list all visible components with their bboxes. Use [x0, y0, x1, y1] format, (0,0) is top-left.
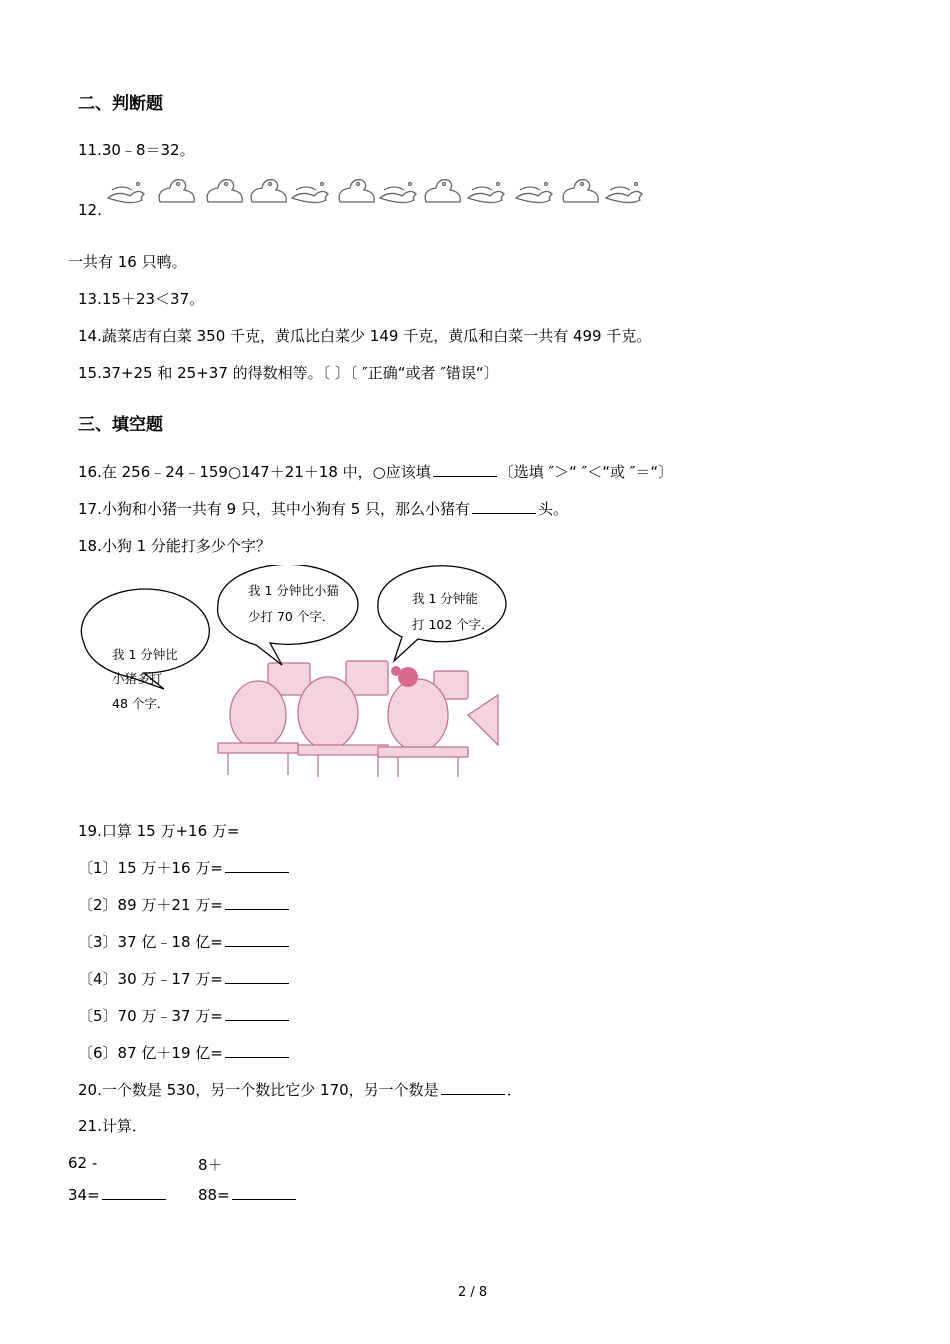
- bubble-left-line-2: 小猪多打: [112, 671, 163, 686]
- question-18: 18.小狗 1 分能打多少个字？: [78, 537, 271, 555]
- question-19-item: [78, 968, 291, 989]
- calc-2-expr: 88=: [198, 1186, 230, 1204]
- question-19-item: [78, 1042, 291, 1063]
- question-17-unit: 头。: [538, 500, 569, 518]
- bubble-right-line-1: 我 1 分钟能: [412, 591, 478, 606]
- ducks-illustration: [104, 170, 652, 210]
- page-number: 2 / 8: [458, 1285, 488, 1300]
- question-17: [78, 498, 568, 519]
- answer-blank[interactable]: [225, 969, 289, 984]
- answer-blank[interactable]: [102, 1185, 166, 1200]
- answer-blank[interactable]: [225, 895, 289, 910]
- question-14: 14.蔬菜店有白菜 350 千克，黄瓜比白菜少 149 千克，黄瓜和白菜一共有 499 千克。: [78, 327, 652, 345]
- duck-icon: [159, 180, 194, 202]
- question-19-item: [78, 894, 291, 915]
- item-text: 〔6〕87 亿＋19 亿=: [78, 1044, 223, 1062]
- question-12-text: 一共有 16 只鸭。: [68, 253, 187, 271]
- duck-icon: [339, 180, 374, 202]
- duck-icon: [606, 183, 642, 203]
- question-17-text: 17.小狗和小猪一共有 9 只，其中小狗有 5 只，那么小猪有: [78, 500, 471, 518]
- piglet-figure: [230, 681, 286, 749]
- section-2-title: 二、判断题: [78, 94, 163, 114]
- item-text: 〔2〕89 万＋21 万=: [78, 896, 223, 914]
- calc-1-line-2: [68, 1185, 168, 1204]
- duck-icon: [516, 183, 552, 203]
- question-19-item: [78, 857, 291, 878]
- question-11: 11.30﹣8＝32。: [78, 141, 195, 159]
- question-16-text: 16.在 256﹣24﹣159○147＋21＋18 中，○应该填: [78, 463, 431, 481]
- question-20-text: 20.一个数是 530，另一个数比它少 170，另一个数是: [78, 1081, 439, 1099]
- duck-icon: [563, 180, 598, 202]
- calc-1-line-1: 62 -: [68, 1154, 98, 1172]
- duck-icon: [468, 183, 504, 203]
- item-text: 〔3〕37 亿﹣18 亿=: [78, 933, 223, 951]
- question-15: 15.37+25 和 25+37 的得数相等。〔 〕〔 ″正确“或者 ″错误“〕: [78, 364, 499, 382]
- item-text: 〔5〕70 万﹣37 万=: [78, 1007, 223, 1025]
- question-19-item: [78, 931, 291, 952]
- desk: [298, 745, 388, 755]
- puppy-head: [398, 667, 418, 687]
- duck-icon: [292, 183, 328, 203]
- question-13: 13.15＋23＜37。: [78, 290, 205, 308]
- bubble-middle-line-1: 我 1 分钟比小猫: [248, 583, 339, 598]
- answer-blank[interactable]: [433, 462, 497, 477]
- item-text: 〔4〕30 万﹣17 万=: [78, 970, 223, 988]
- question-16-hint: 〔选填 ″＞“ ″＜“或 ″＝“〕: [498, 463, 674, 481]
- duck-icon: [425, 180, 460, 202]
- question-20-end: ．: [506, 1081, 522, 1099]
- desk: [218, 743, 298, 753]
- duck-icon: [251, 180, 286, 202]
- cat-figure: [298, 677, 358, 749]
- question-20: [78, 1079, 522, 1100]
- answer-blank[interactable]: [232, 1185, 296, 1200]
- answer-blank[interactable]: [225, 1043, 289, 1058]
- question-12-number: 12.: [78, 201, 102, 219]
- answer-blank[interactable]: [441, 1080, 505, 1095]
- calc-2-line-1: 8＋: [198, 1156, 223, 1174]
- calc-2-line-2: [198, 1185, 298, 1204]
- question-19: 19.口算 15 万+16 万=: [78, 822, 240, 840]
- duck-icon: [207, 180, 242, 202]
- answer-blank[interactable]: [225, 932, 289, 947]
- bubble-left-line-1: 我 1 分钟比: [112, 647, 178, 662]
- bubble-left-line-3: 48 个字．: [112, 696, 170, 711]
- desk: [378, 747, 468, 757]
- question-19-item: [78, 1005, 291, 1026]
- duck-icon: [380, 183, 416, 203]
- bubble-right-line-2: 打 102 个字．: [412, 617, 494, 632]
- question-21: 21.计算．: [78, 1117, 147, 1135]
- section-3-title: 三、填空题: [78, 415, 163, 435]
- duck-icon: [108, 183, 144, 203]
- background-shadow: [468, 695, 498, 745]
- answer-blank[interactable]: [472, 499, 536, 514]
- calc-1-expr: 34=: [68, 1186, 100, 1204]
- typing-animals-illustration: [78, 565, 508, 785]
- speech-bubble-right: [378, 566, 506, 661]
- puppy-figure: [388, 679, 448, 751]
- computer-icon: [346, 661, 388, 695]
- bubble-middle-line-2: 少打 70 个字．: [248, 609, 335, 624]
- item-text: 〔1〕15 万＋16 万=: [78, 859, 223, 877]
- answer-blank[interactable]: [225, 1006, 289, 1021]
- answer-blank[interactable]: [225, 858, 289, 873]
- question-16: [78, 461, 673, 482]
